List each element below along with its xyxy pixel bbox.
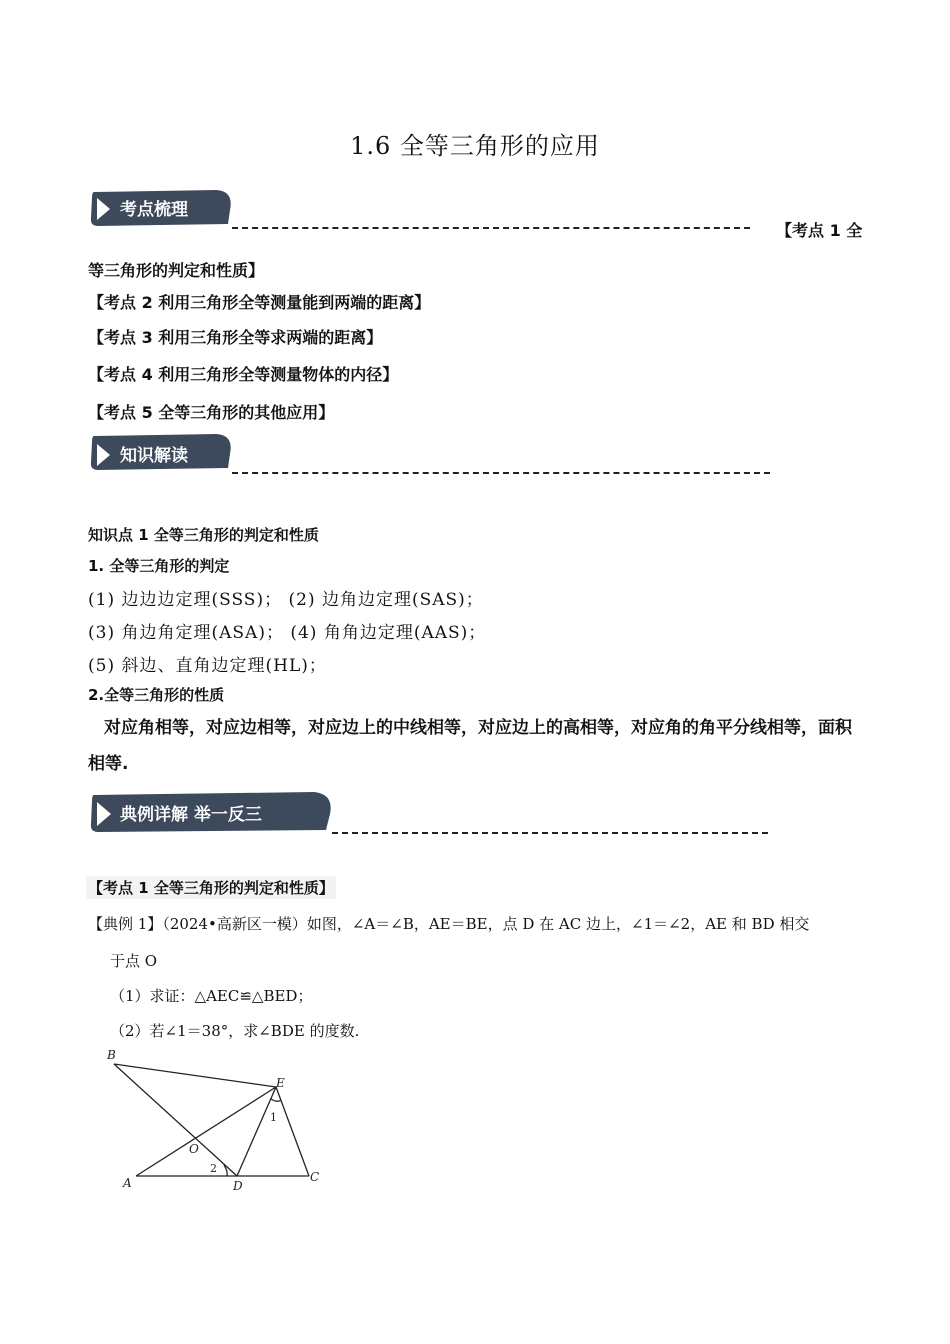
segment-de (237, 1087, 276, 1176)
knowledge-heading: 知识点 1 全等三角形的判定和性质 (88, 526, 319, 544)
segment-ae (136, 1087, 276, 1176)
example-question-2: （2）若∠1＝38°，求∠BDE 的度数. (110, 1022, 360, 1040)
geometry-figure (100, 1045, 330, 1195)
segment-be (114, 1064, 276, 1087)
toc-item-2: 【考点 2 利用三角形全等测量能到两端的距离】 (88, 293, 431, 312)
toc-item-4: 【考点 4 利用三角形全等测量物体的内径】 (88, 365, 399, 384)
angle-2-label: 2 (210, 1162, 217, 1175)
banner-dianli-label: 典例详解 举一反三 (120, 805, 262, 825)
example-stem-line2: 于点 O (110, 952, 158, 970)
banner-kaodian (88, 188, 238, 230)
knowledge-line3: (5) 斜边、直角边定理(HL)； (88, 656, 327, 676)
toc-item-1a: 【考点 1 全 (776, 221, 863, 240)
segment-bd (114, 1064, 237, 1176)
point-b-label: B (107, 1048, 116, 1062)
toc-item-5: 【考点 5 全等三角形的其他应用】 (88, 403, 335, 422)
point-o-label: O (189, 1142, 199, 1156)
point-a-label: A (123, 1176, 132, 1190)
example-question-1: （1）求证：△AEC≌△BED； (110, 987, 313, 1005)
toc-item-3: 【考点 3 利用三角形全等求两端的距离】 (88, 328, 383, 347)
knowledge-line2: (3) 角边角定理(ASA)； (4) 角角边定理(AAS)； (88, 623, 487, 643)
banner-kaodian-label: 考点梳理 (120, 200, 188, 220)
page-title: 1.6 全等三角形的应用 (350, 132, 600, 160)
banner-zhishi (88, 432, 238, 474)
divider-3 (332, 832, 768, 834)
knowledge-line1: (1) 边边边定理(SSS)； (2) 边角边定理(SAS)； (88, 590, 484, 610)
knowledge-paragraph: 对应角相等，对应边相等，对应边上的中线相等，对应边上的高相等，对应角的角平分线相等，面积相等. (88, 718, 852, 774)
example-stem-1: 如图，∠A＝∠B，AE＝BE，点 D 在 AC 边上，∠1＝∠2，AE 和 BD 相交 (306, 915, 810, 933)
knowledge-sub1: 1. 全等三角形的判定 (88, 557, 230, 575)
angle-1-label: 1 (270, 1111, 277, 1124)
divider-2 (232, 472, 770, 474)
point-c-label: C (310, 1170, 320, 1184)
angle-1-arc (271, 1099, 281, 1101)
knowledge-sub2: 2.全等三角形的性质 (88, 686, 225, 704)
example-section-title: 【考点 1 全等三角形的判定和性质】 (86, 876, 336, 899)
point-d-label: D (233, 1179, 243, 1193)
banner-zhishi-label: 知识解读 (120, 446, 188, 466)
example-source: （2024•高新区一模） (162, 915, 307, 933)
example-stem-line1 (88, 913, 809, 934)
banner-dianli (88, 790, 338, 836)
divider-1 (232, 227, 750, 229)
example-label: 【典例 1】 (88, 915, 163, 933)
toc-item-1b: 等三角形的判定和性质】 (88, 261, 265, 280)
point-e-label: E (276, 1076, 285, 1090)
